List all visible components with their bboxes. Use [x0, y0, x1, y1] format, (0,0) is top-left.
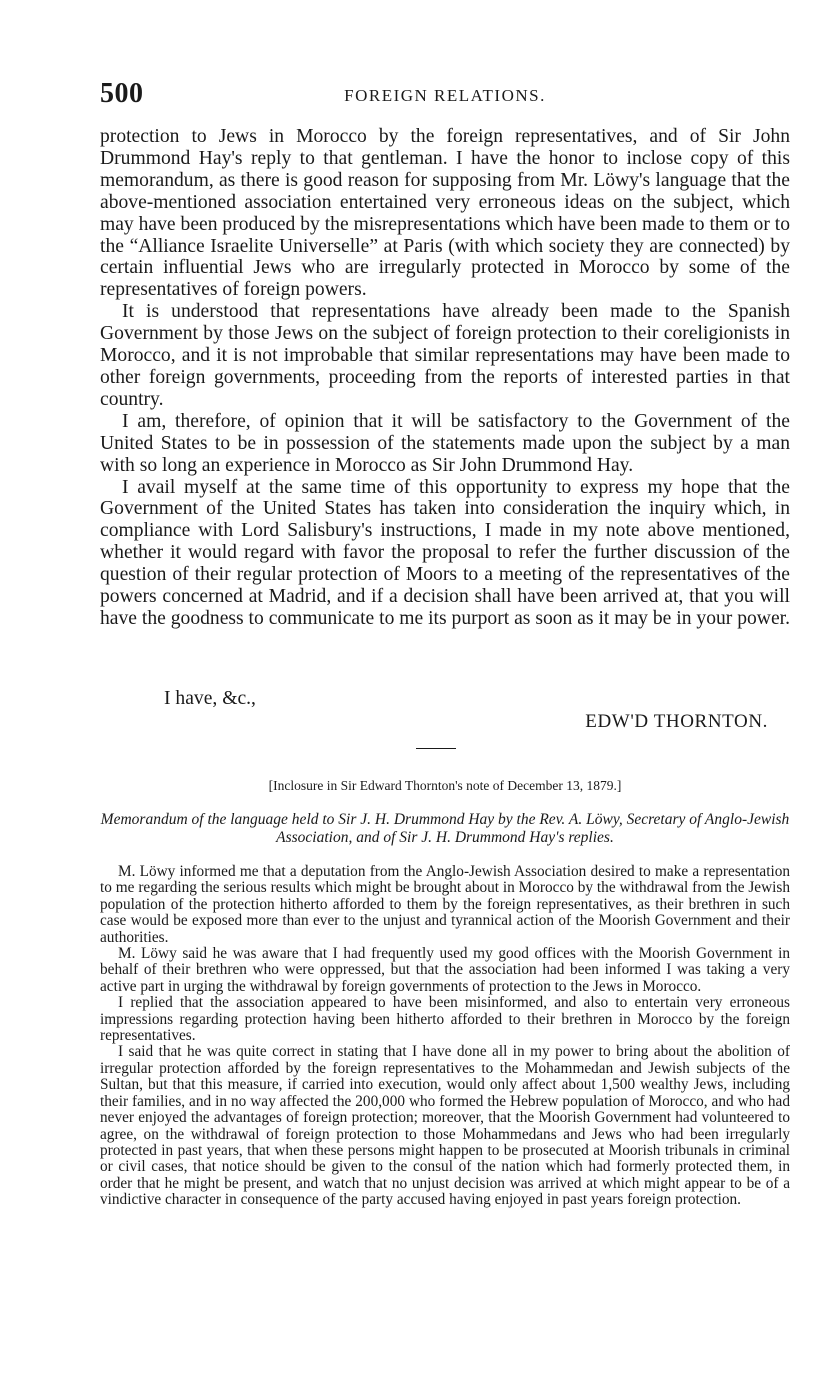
letter-paragraph-continuation: protection to Jews in Morocco by the foreign representatives, and of Sir John Drummond Hay's reply to that gentleman. I have the honor to inclose copy of this memorandum, as there is good reason for supposing from Mr. Löwy's language that the above-mentioned association entertained very erroneous ideas on the subject, which may have been produced by the misrepresentations which have been made to them or to the “Alliance Israelite Universelle” at Paris (with which society they are connected) by certain influential Jews who are irregularly protected in Morocco by some of the representatives of foreign powers.	[100, 126, 790, 301]
letter-closing: I have, &c.,	[164, 688, 256, 709]
memorandum-title: Memorandum of the language held to Sir J. H. Drummond Hay by the Rev. A. Löwy, Secretary of Anglo-Jewish Association, and of Sir J. H. Drummond Hay's replies.	[100, 811, 790, 846]
running-head	[100, 78, 790, 112]
memorandum-paragraph: I said that he was quite correct in stating that I have done all in my power to bring about the abolition of irregular protection afforded by the foreign representatives to the Mohammedan and Jewish subjects of the Sultan, but that this measure, if carried into execution, would only affect about 1,500 wealthy Jews, including their families, and in no way affected the 200,000 who formed the Hebrew population of Morocco, and who had never enjoyed the advantages of foreign protection; moreover, that the Moorish Government had volunteered to agree, on the withdrawal of foreign protection to those Mohammedans and Jews who had been irregularly protected in past years, that when these persons might happen to be prosecuted at Moorish tribunals in criminal or civil cases, that notice should be given to the consul of the nation which had formerly protected them, in order that he might be present, and watch that no unjust decision was arrived at which might appear to be of a vindictive character in consequence of the party accused having enjoyed in past years foreign protection.	[100, 1043, 790, 1209]
memorandum-paragraph: I replied that the association appeared to have been misinformed, and also to entertain very erroneous impressions regarding protection having been hitherto afforded to their brethren in Morocco by the foreign representatives.	[100, 994, 790, 1045]
letter-body	[100, 126, 790, 630]
memorandum-paragraph: M. Löwy said he was aware that I had frequently used my good offices with the Moorish Government in behalf of their brethren who were oppressed, but that the association had been informed I was taking a very active part in urging the withdrawal by foreign governments of protection to the Jews in Morocco.	[100, 945, 790, 995]
memorandum-body	[100, 864, 790, 1209]
running-title: FOREIGN RELATIONS.	[344, 86, 546, 105]
inclosure-note: [Inclosure in Sir Edward Thornton's note of December 13, 1879.]	[268, 778, 622, 793]
section-divider	[416, 748, 456, 749]
letter-paragraph: I avail myself at the same time of this opportunity to express my hope that the Government of the United States has taken into consideration the inquiry which, in compliance with Lord Salisbury's instructions, I made in my note above mentioned, whether it would regard with favor the proposal to refer the further discussion of the question of their regular protection of Moors to a meeting of the representatives of the powers concerned at Madrid, and if a decision shall have been arrived at, that you will have the goodness to communicate to me its purport as soon as it may be in your power.	[100, 476, 791, 629]
letter-paragraph: It is understood that representations have already been made to the Spanish Government by those Jews on the subject of foreign protection to their coreligionists in Morocco, and it is not improbable that similar representations may have been made to other foreign governments, proceeding from the reports of interested parties in that country.	[100, 301, 790, 410]
page-number: 500	[100, 78, 144, 109]
memorandum-paragraph: M. Löwy informed me that a deputation from the Anglo-Jewish Association desired to make a representation to me regarding the serious results which might be brought about in Morocco by the withdrawal from the Jewish population of the protection hitherto afforded to them by the foreign representatives, as their brethren in such case would be exposed more than ever to the unjust and tyrannical action of the Moorish Government and their authorities.	[100, 863, 790, 946]
letter-signature: EDW'D THORNTON.	[585, 711, 768, 732]
letter-paragraph: I am, therefore, of opinion that it will be satisfactory to the Government of the United States to be in possession of the statements made upon the subject by a man with so long an experience in Morocco as Sir John Drummond Hay.	[100, 410, 790, 476]
